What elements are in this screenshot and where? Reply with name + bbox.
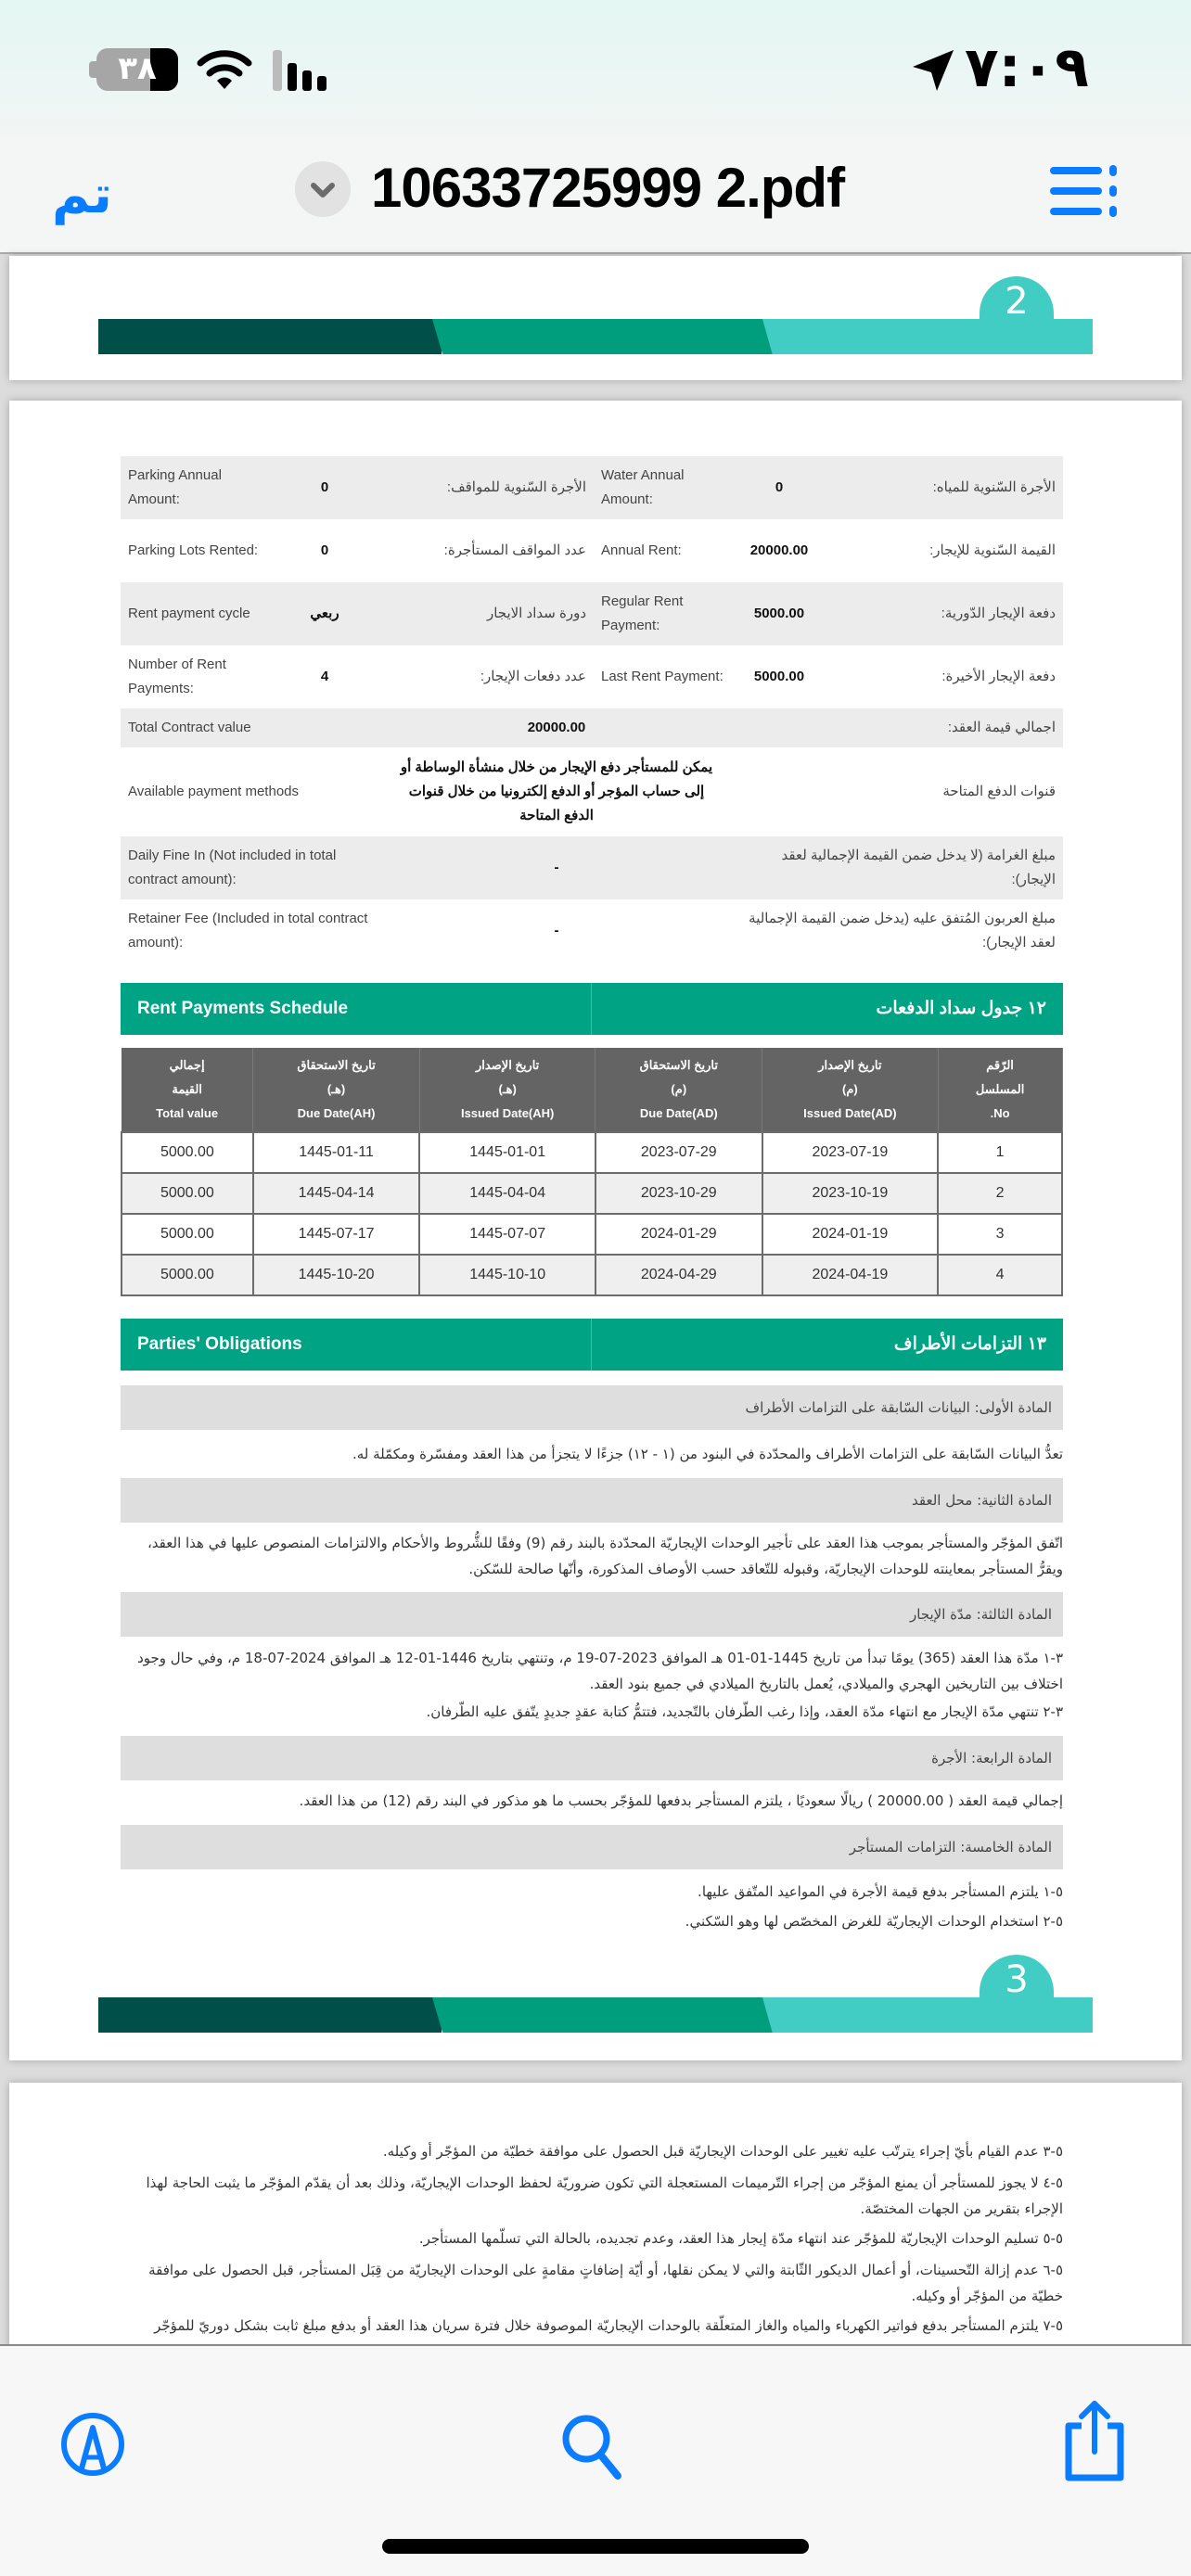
label-en: Parking Annual Amount: — [128, 467, 222, 507]
cell: 1445-01-01 — [419, 1132, 596, 1173]
cell: 3 — [938, 1214, 1062, 1255]
column-header: تاريخ الاستحقاق (هـ) Due Date(AH) — [253, 1048, 420, 1132]
cell: 2024-01-19 — [762, 1214, 939, 1255]
cell: 1445-10-20 — [253, 1255, 420, 1295]
column-header: تاريخ الإصدار (م) Issued Date(AD) — [762, 1048, 939, 1132]
title-menu-button[interactable] — [295, 161, 351, 217]
cell: 2023-10-19 — [762, 1173, 939, 1214]
column-header: تاريخ الإصدار (هـ) Issued Date(AH) — [419, 1048, 596, 1132]
article-5-clause-6: ٥-٦ عدم إزالة التّحسينات، أو أعمال الديكور الثّابتة والتي لا يمكن نقلها، أو أيّة إضافاتٍ مقامةٍ على الوحدات الإيجاريّة من قِبَل المستأجر، قبل الحصول على موافقة خطيّة من المؤجّر أو وكيله. — [148, 2262, 1063, 2304]
section-header-obligations — [121, 1319, 1063, 1371]
value: - — [554, 860, 559, 875]
value: 0 — [320, 479, 329, 495]
section-title-en: Rent Payments Schedule — [121, 983, 592, 1035]
cell: 1445-04-04 — [419, 1173, 596, 1214]
cell: 1 — [938, 1132, 1062, 1173]
clock: ٧:٠٩ — [965, 35, 1089, 100]
label-en: Parking Lots Rented: — [128, 542, 259, 558]
table-row — [121, 519, 1063, 582]
article-5-title: المادة الخامسة: التزامات المستأجر — [121, 1825, 1063, 1869]
article-1-title: المادة الأولى: البيانات السّابقة على التزامات الأطراف — [121, 1385, 1063, 1430]
markup-icon[interactable] — [59, 2411, 126, 2478]
cell: 2023-07-19 — [762, 1132, 939, 1173]
cell: 2023-10-29 — [596, 1173, 762, 1214]
label-en: Last Rent Payment: — [601, 669, 724, 684]
value: 5000.00 — [753, 606, 805, 621]
article-1-text: تعدُّ البيانات السّابقة على التزامات الأطراف والمحدّدة في البنود من (١ - ١٢) جزءًا لا يتجزأ من هذا العقد ومفسّرة ومكمّلة له. — [352, 1446, 1063, 1462]
column-header: الرّقم المسلسل .No — [938, 1048, 1062, 1132]
table-row — [122, 1173, 1062, 1214]
label-en: Total Contract value — [128, 720, 251, 735]
cell: 2024-04-19 — [762, 1255, 939, 1295]
table-row-payment-methods — [121, 747, 1063, 836]
table-row-retainer — [121, 899, 1063, 963]
table-row — [122, 1214, 1062, 1255]
battery-icon — [96, 48, 178, 91]
value: 4 — [320, 669, 329, 684]
document-title: 10633725999 2.pdf — [371, 157, 845, 219]
section-title-ar: ١٢ جدول سداد الدفعات — [876, 999, 1046, 1018]
label-ar: الأجرة السّنوية للمواقف: — [446, 479, 586, 495]
label-ar: دفعة الإيجار الدّورية: — [941, 606, 1056, 621]
cell: 1445-07-07 — [419, 1214, 596, 1255]
table-row-total — [121, 708, 1063, 747]
label-ar: الأجرة السّنوية للمياه: — [932, 479, 1056, 495]
done-button[interactable]: تم — [52, 165, 112, 225]
cell: 2023-07-29 — [596, 1132, 762, 1173]
list-menu-icon[interactable] — [1048, 163, 1122, 219]
article-5-clause-5: ٥-٥ تسليم الوحدات الإيجاريّة للمؤجّر عند انتهاء مدّة إيجار هذا العقد، وعدم تجديده، بالحالة التي تسلّمها المستأجر. — [418, 2230, 1063, 2247]
article-5-clause-2: ٥-٢ استخدام الوحدات الإيجاريّة للغرض المخصّص لها وهو السّكني. — [685, 1913, 1063, 1930]
article-5-clause-4: ٥-٤ لا يجوز للمستأجر أن يمنع المؤجّر من إجراء التّرميمات المستعجلة التي تكون ضروريّة لحفظ الوحدات الإيجاريّة، وذلك بعد أن يقدّم المؤجّر ما يثبت الحاجة لهذا الإجراء بتقرير من الجهات المختصّة. — [146, 2174, 1063, 2217]
cell: 5000.00 — [122, 1255, 253, 1295]
cell: 1445-10-10 — [419, 1255, 596, 1295]
article-3-clause-1: ٣-١ مدّة هذا العقد (365) يومًا تبدأ من تاريخ 1445-01-01 هـ الموافق 2023-07-19 م، وتنتهي بتاريخ 1446-01-12 هـ الموافق 2024-07-18 م، وفي حال وجود اختلاف بين التاريخين الهجري والميلادي، يُعمل بالتاريخ الميلادي في جميع بنود العقد. — [137, 1650, 1063, 1692]
table-header-row — [122, 1048, 1062, 1132]
label-en: Regular Rent Payment: — [601, 593, 684, 633]
value: - — [554, 923, 559, 938]
cell: 1445-01-11 — [253, 1132, 420, 1173]
label-ar: عدد دفعات الإيجار: — [480, 669, 586, 684]
article-5-clause-7: ٥-٧ يلتزم المستأجر بدفع فواتير الكهرباء والمياه والغاز المتعلّقة بالوحدات الإيجاريّة الموصوفة خلال فترة سريان هذا العقد أو بدفع مبلغ ثابت بشكل دوريّ للمؤجّر — [154, 2317, 1063, 2334]
section-header-rent-schedule — [121, 983, 1063, 1035]
cell: 4 — [938, 1255, 1062, 1295]
value: يمكن للمستأجر دفع الإيجار من خلال منشأة الوساطة أو إلى حساب المؤجر أو الدفع إلكترونيا من خلال قنوات الدفع المتاحة — [400, 759, 713, 823]
section-title-ar: ١٣ التزامات الأطراف — [893, 1334, 1046, 1354]
page-footer-band — [98, 1958, 1093, 2033]
home-indicator[interactable] — [382, 2539, 809, 2554]
label-en: Rent payment cycle — [128, 606, 250, 621]
value: 0 — [775, 479, 784, 495]
value: 5000.00 — [753, 669, 805, 684]
rent-payments-table — [121, 1048, 1063, 1296]
label-en: Number of Rent Payments: — [128, 657, 226, 696]
pdf-page-2-footer — [9, 256, 1182, 380]
cell: 5000.00 — [122, 1173, 253, 1214]
cellular-signal-icon — [273, 50, 338, 91]
article-3-title: المادة الثالثة: مدّة الإيجار — [121, 1592, 1063, 1637]
column-header: إجمالي القيمة Total value — [122, 1048, 253, 1132]
cell: 2024-01-29 — [596, 1214, 762, 1255]
cell: 1445-04-14 — [253, 1173, 420, 1214]
article-5-clause-1: ٥-١ يلتزم المستأجر بدفع قيمة الأجرة في المواعيد المتّفق عليها. — [698, 1883, 1063, 1900]
article-3-clause-2: ٣-٢ تنتهي مدّة الإيجار مع انتهاء مدّة العقد، وإذا رغب الطّرفان بالتّجديد، فتتمُّ كتابة عقدٍ جديدٍ يتّفق عليه الطّرفان. — [426, 1703, 1063, 1720]
label-en: Daily Fine In (Not included in total contract amount): — [128, 848, 337, 887]
label-ar: مبلغ الغرامة (لا يدخل ضمن القيمة الإجمالية لعقد الإيجار): — [781, 848, 1056, 887]
value: 20000.00 — [527, 720, 586, 735]
page-number: 2 — [1005, 280, 1029, 323]
search-icon[interactable] — [560, 2413, 627, 2480]
table-row — [121, 645, 1063, 708]
label-ar: اجمالي قيمة العقد: — [947, 720, 1056, 735]
table-row — [122, 1255, 1062, 1295]
page-footer-band — [98, 280, 1093, 354]
value: 20000.00 — [749, 542, 809, 558]
cell: 5000.00 — [122, 1132, 253, 1173]
chevron-down-icon — [295, 161, 351, 217]
table-row — [121, 456, 1063, 519]
cell: 2024-04-29 — [596, 1255, 762, 1295]
cell: 5000.00 — [122, 1214, 253, 1255]
article-2-title: المادة الثانية: محل العقد — [121, 1478, 1063, 1523]
article-5-clause-3: ٥-٣ عدم القيام بأيّ إجراء يترتّب عليه تغيير على الوحدات الإيجاريّة قبل الحصول على موافقة خطيّة من المؤجّر أو وكيله. — [382, 2143, 1063, 2160]
cell: 2 — [938, 1173, 1062, 1214]
wifi-icon — [197, 48, 252, 91]
article-4-text: إجمالي قيمة العقد ( 20000.00 ) ريالًا سعوديًا ، يلتزم المستأجر بدفعها للمؤجّر بحسب ما هو مذكور في البند رقم (12) من هذا العقد. — [299, 1792, 1063, 1809]
label-en: Water Annual Amount: — [601, 467, 685, 507]
value: ربعي — [310, 606, 339, 621]
battery-tip — [89, 61, 96, 78]
table-row — [121, 582, 1063, 645]
battery-level: ٣٨ — [118, 50, 157, 87]
label-ar: القيمة السّنوية للإيجار: — [929, 542, 1056, 558]
page-number: 3 — [1005, 1958, 1029, 2001]
cell: 1445-07-17 — [253, 1214, 420, 1255]
label-en: Available payment methods — [128, 784, 299, 799]
value: 0 — [320, 542, 329, 558]
article-2-text: اتّفق المؤجّر والمستأجر بموجب هذا العقد على تأجير الوحدات الإيجاريّة المحدّدة بالبند رقم (9) وفقًا للشُّروط والأحكام والالتزامات المنصوص عليها في هذا العقد، ويقرُّ المستأجر بمعاينته للوحدات الإيجاريّة، وقبوله للتّعاقد حسب الأوصاف المذكورة، وأنّها صالحة للسّكن. — [147, 1535, 1063, 1577]
share-icon[interactable] — [1061, 2400, 1128, 2483]
article-4-title: المادة الرابعة: الأجرة — [121, 1736, 1063, 1780]
column-header: تاريخ الاستحقاق (م) Due Date(AD) — [596, 1048, 762, 1132]
location-arrow-icon — [911, 48, 955, 93]
label-en: Annual Rent: — [601, 542, 682, 558]
label-ar: دفعة الإيجار الأخيرة: — [941, 669, 1056, 684]
table-row-daily-fine — [121, 836, 1063, 899]
table-row — [122, 1132, 1062, 1173]
label-ar: قنوات الدفع المتاحة — [942, 784, 1056, 799]
section-title-en: Parties' Obligations — [121, 1319, 592, 1371]
label-en: Retainer Fee (Included in total contract amount): — [128, 911, 368, 950]
label-ar: دورة سداد الايجار — [486, 606, 586, 621]
label-ar: عدد المواقف المستأجرة: — [443, 542, 586, 558]
status-bar — [0, 0, 1191, 139]
financial-details-table — [121, 456, 1063, 963]
label-ar: مبلغ العربون المُتفق عليه (يدخل ضمن القيمة الإجمالية لعقد الإيجار): — [749, 911, 1056, 950]
